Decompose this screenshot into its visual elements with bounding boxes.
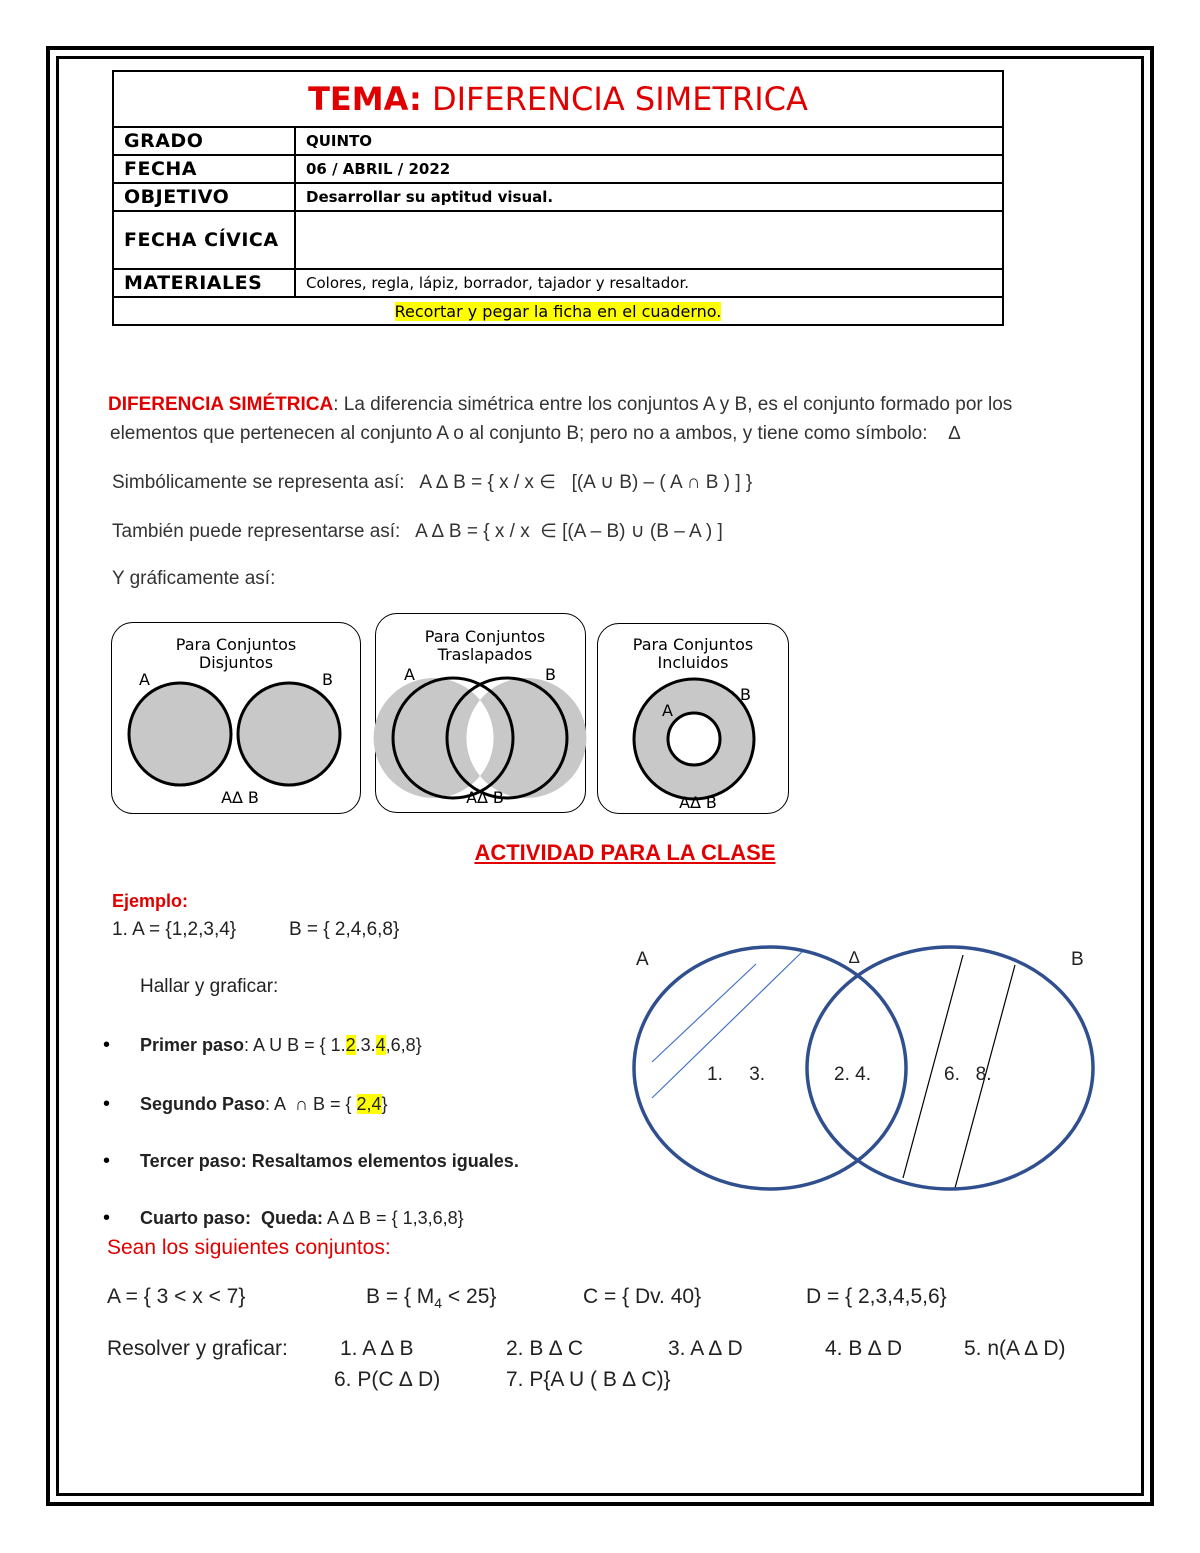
step-4: [140, 1208, 464, 1229]
set-a: A = { 3 < x < 7}: [107, 1285, 246, 1308]
example-diagram-left-elements: 1. 3.: [707, 1064, 766, 1085]
venn-disjoint-label-a: A: [139, 670, 150, 689]
venn-disjoint-title-1: Para Conjuntos: [175, 635, 297, 654]
exercise-7: 7. P{A U ( B ∆ C)}: [506, 1368, 671, 1391]
activity-heading: ACTIVIDAD PARA LA CLASE: [474, 840, 776, 865]
set-b-sub: 4: [434, 1295, 443, 1312]
bullet-2: •: [103, 1093, 111, 1115]
set-b: [366, 1285, 496, 1311]
title-prefix: TEMA:: [308, 80, 422, 118]
step-2-highlight: 2,4: [356, 1094, 382, 1114]
symbolic-formula: Simbólicamente se representa así: A ∆ B = { x / x ∈ [(A ∪ B) – ( A ∩ B ) ] }: [112, 472, 753, 493]
venn-included-title: [613, 636, 773, 672]
materiales-label: MATERIALES: [113, 269, 295, 297]
resolve-label: Resolver y graficar:: [107, 1337, 288, 1360]
example-diagram-middle-elements: 2. 4.: [834, 1064, 871, 1085]
disjoint-circle-a: [129, 683, 231, 785]
header-note: Recortar y pegar la ficha en el cuaderno.: [394, 301, 722, 321]
step-3-label: Tercer paso: Resaltamos elementos iguales.: [140, 1151, 519, 1171]
definition-term: DIFERENCIA SIMÉTRICA: [108, 394, 334, 415]
venn-included-title-2: Incluidos: [657, 653, 729, 672]
venn-included-title-1: Para Conjuntos: [632, 635, 754, 654]
venn-included-caption: A∆ B: [679, 793, 717, 812]
exercise-5: 5. n(A ∆ D): [964, 1337, 1066, 1360]
fecha-label: FECHA: [113, 155, 295, 183]
venn-disjoint-title: [156, 636, 316, 672]
example-diagram-label-b: B: [1071, 949, 1084, 970]
example-instruction: Hallar y graficar:: [140, 976, 279, 997]
step-1-label: Primer paso: [140, 1035, 245, 1055]
example-label: Ejemplo:: [112, 891, 189, 911]
exercises-intro: Sean los siguientes conjuntos:: [107, 1236, 391, 1259]
step-1: [140, 1035, 422, 1056]
grado-label: GRADO: [113, 127, 295, 155]
objetivo-value: Desarrollar su aptitud visual.: [295, 183, 1003, 211]
venn-disjoint-caption: A∆ B: [221, 788, 259, 807]
step-1-mid: .3.: [355, 1035, 376, 1055]
set-b-pre: B = { M: [366, 1285, 435, 1308]
graphic-intro: Y gráficamente así:: [112, 568, 276, 589]
venn-overlap-title: [405, 628, 565, 664]
example-diagram-label-a: A: [636, 949, 649, 970]
bullet-3: •: [103, 1150, 111, 1172]
step-1-post: ,6,8}: [385, 1035, 422, 1055]
step-1-highlight-2: 4: [375, 1035, 386, 1055]
title-main: DIFERENCIA SIMETRICA: [421, 80, 808, 118]
example-diagram-delta: ∆: [849, 948, 860, 967]
step-2: [140, 1094, 388, 1115]
step-2-label: Segundo Paso: [140, 1094, 266, 1114]
step-1-pre: : A U B = { 1.: [244, 1035, 346, 1055]
disjoint-circle-b: [238, 683, 340, 785]
materiales-value: Colores, regla, lápiz, borrador, tajador y resaltador.: [295, 269, 1003, 297]
fecha-civica-label: FECHA CÍVICA: [113, 211, 295, 269]
exercise-4: 4. B ∆ D: [825, 1337, 903, 1360]
bullet-4: •: [103, 1207, 111, 1229]
exercise-1: 1. A ∆ B: [340, 1337, 414, 1360]
step-1-highlight-1: 2: [345, 1035, 356, 1055]
step-4-rest: A ∆ B = { 1,3,6,8}: [323, 1208, 464, 1228]
example-sets: 1. A = {1,2,3,4} B = { 2,4,6,8}: [112, 919, 400, 940]
set-b-post: < 25}: [442, 1285, 497, 1308]
venn-overlap-label-a: A: [404, 665, 415, 684]
included-circle-a: [668, 713, 720, 765]
example-diagram-right-elements: 6. 8.: [944, 1064, 992, 1085]
exercise-6: 6. P(C ∆ D): [334, 1368, 441, 1391]
set-d: D = { 2,3,4,5,6}: [806, 1285, 947, 1308]
fecha-value: 06 / ABRIL / 2022: [295, 155, 1003, 183]
step-4-label: Cuarto paso: Queda:: [140, 1208, 324, 1228]
exercise-3: 3. A ∆ D: [668, 1337, 743, 1360]
venn-included-label-a: A: [662, 701, 673, 720]
alternative-formula: También puede representarse así: A ∆ B = { x / x ∈ [(A – B) ∪ (B – A ) ]: [112, 521, 723, 542]
step-2-pre: : A ∩ B = {: [265, 1094, 357, 1114]
step-2-post: }: [381, 1094, 388, 1114]
venn-disjoint-label-b: B: [322, 670, 333, 689]
venn-overlap-title-2: Traslapados: [437, 645, 533, 664]
venn-disjoint-title-2: Disjuntos: [198, 653, 274, 672]
definition-text-1: : La diferencia simétrica entre los conjuntos A y B, es el conjunto formado por los: [333, 394, 1013, 415]
venn-included-label-b: B: [740, 685, 751, 704]
objetivo-label: OBJETIVO: [113, 183, 295, 211]
bullet-1: •: [103, 1034, 111, 1056]
set-c: C = { Dv. 40}: [583, 1285, 702, 1308]
grado-value: QUINTO: [295, 127, 1003, 155]
exercise-2: 2. B ∆ C: [506, 1337, 584, 1360]
venn-overlap-caption: A∆ B: [466, 788, 504, 807]
step-3: [140, 1151, 519, 1172]
definition-line-2: elementos que pertenecen al conjunto A o al conjunto B; pero no a ambos, y tiene como símbolo: ∆: [110, 423, 961, 444]
venn-overlap-label-b: B: [545, 665, 556, 684]
venn-overlap-title-1: Para Conjuntos: [424, 627, 546, 646]
